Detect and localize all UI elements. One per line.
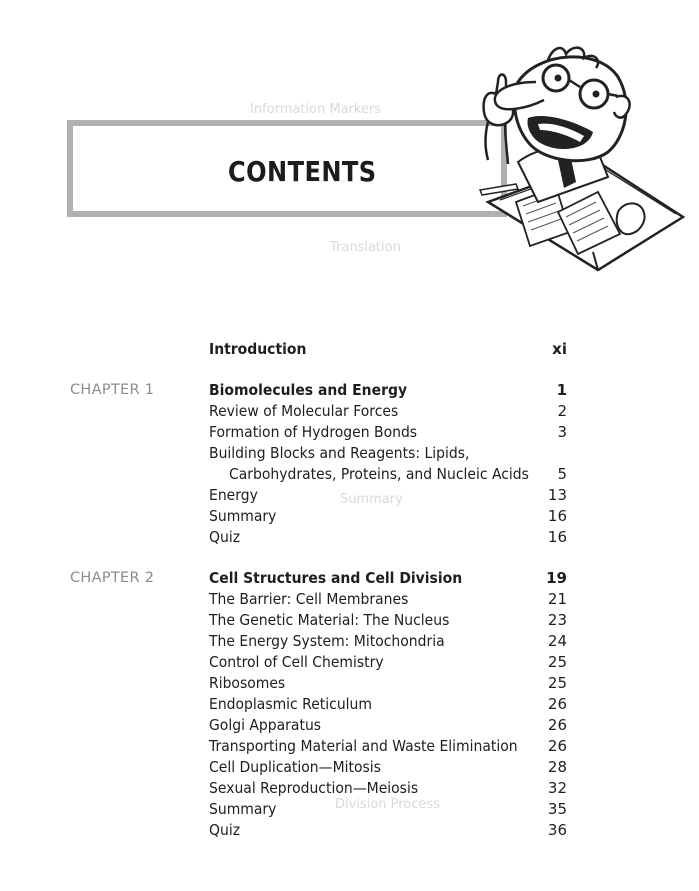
- section-title: Sexual Reproduction—Meiosis: [209, 779, 419, 797]
- section-title: Cell Duplication—Mitosis: [209, 758, 381, 776]
- chapter-title: Cell Structures and Cell Division: [209, 569, 463, 587]
- section-title: Endoplasmic Reticulum: [209, 695, 372, 713]
- bleed-through-text: Summary: [340, 492, 403, 507]
- toc-row: [0, 631, 699, 652]
- toc-row: [0, 527, 699, 548]
- chapter-label: CHAPTER 1: [70, 382, 155, 398]
- toc-row: [0, 339, 699, 360]
- section-title: Energy: [209, 486, 258, 504]
- section-title: Quiz: [209, 821, 241, 839]
- page-number: 28: [547, 758, 567, 776]
- page-number: 21: [547, 590, 567, 608]
- page-number: 32: [547, 779, 567, 797]
- section-title: The Energy System: Mitochondria: [209, 632, 445, 650]
- page-number: 16: [547, 528, 567, 546]
- section-title: Quiz: [209, 528, 241, 546]
- bleed-through-text: Information Markers: [250, 102, 382, 117]
- toc-row: [0, 652, 699, 673]
- bleed-through-text: Division Process: [335, 797, 440, 812]
- section-title: Introduction: [209, 340, 307, 358]
- page-title: CONTENTS: [228, 155, 377, 188]
- page-number: 1: [556, 381, 567, 399]
- toc-row: [0, 799, 699, 820]
- chapter-label: CHAPTER 2: [70, 570, 155, 586]
- toc-row: [0, 715, 699, 736]
- page-number: 26: [547, 716, 567, 734]
- bleed-through-text: Translation: [330, 240, 401, 255]
- section-title: Summary: [209, 507, 277, 525]
- section-title: The Barrier: Cell Membranes: [209, 590, 409, 608]
- page-number: xi: [552, 340, 567, 358]
- section-title: Summary: [209, 800, 277, 818]
- toc-row: [0, 778, 699, 799]
- page-number: 25: [547, 653, 567, 671]
- toc-row: [0, 694, 699, 715]
- toc-row: [0, 820, 699, 841]
- section-title: Review of Molecular Forces: [209, 402, 399, 420]
- toc-row: [0, 736, 699, 757]
- page-number: 13: [547, 486, 567, 504]
- toc-row: [0, 506, 699, 527]
- toc-row: [0, 401, 699, 422]
- page-number: 16: [547, 507, 567, 525]
- toc-chapter-row: [0, 380, 699, 401]
- page-number: 36: [547, 821, 567, 839]
- page-number: 3: [557, 423, 567, 441]
- page-number: 5: [557, 465, 567, 483]
- section-title: Ribosomes: [209, 674, 286, 692]
- page-number: 19: [546, 569, 567, 587]
- page-number: 2: [557, 402, 567, 420]
- chapter-title: Biomolecules and Energy: [209, 381, 408, 399]
- section-title: Golgi Apparatus: [209, 716, 322, 734]
- section-title: Transporting Material and Waste Elimination: [209, 737, 518, 755]
- professor-illustration: [448, 42, 698, 282]
- page-number: 25: [547, 674, 567, 692]
- section-title: Control of Cell Chemistry: [209, 653, 384, 671]
- page-number: 26: [547, 737, 567, 755]
- section-title: Formation of Hydrogen Bonds: [209, 423, 418, 441]
- page-number: 24: [547, 632, 567, 650]
- toc-row: [0, 422, 699, 443]
- toc-chapter-row: [0, 568, 699, 589]
- page-number: 26: [547, 695, 567, 713]
- page-number: 23: [547, 611, 567, 629]
- toc-row: [0, 485, 699, 506]
- toc-row: [0, 757, 699, 778]
- section-title: Carbohydrates, Proteins, and Nucleic Acids: [229, 465, 529, 483]
- page-number: 35: [547, 800, 567, 818]
- section-title: Building Blocks and Reagents: Lipids,: [209, 444, 470, 462]
- toc-row: [0, 464, 699, 485]
- section-title: The Genetic Material: The Nucleus: [209, 611, 450, 629]
- toc-row: [0, 589, 699, 610]
- toc-row: [0, 443, 699, 464]
- toc-row: [0, 673, 699, 694]
- toc-row: [0, 610, 699, 631]
